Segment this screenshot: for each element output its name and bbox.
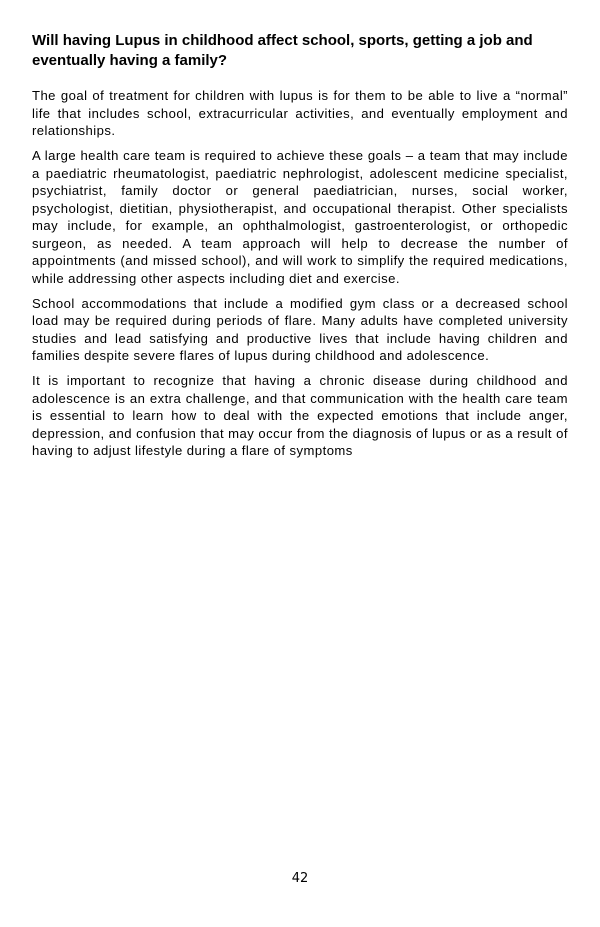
section-heading: Will having Lupus in childhood affect school, sports, getting a job and eventually having a family? [32,32,533,69]
paragraph-treatment-goal: The goal of treatment for children with lupus is for them to be able to live a “normal” life that includes school, extracurricular activities, and eventually employment and relationships. [32,88,568,138]
paragraph-health-care-team: A large health care team is required to achieve these goals – a team that may include a paediatric rheumatologist, paediatric nephrologist, adolescent medicine specialist, psychiatrist, family doctor or general paediatrician, nurses, social worker, psychologist, dietitian, physiotherapist, and occupational therapist. Other specialists may include, for example, an ophthalmologist, gastroenterologist, or orthopedic surgeon, as needed. A team approach will help to decrease the number of appointments (and missed school), and will work to simplify the required medications, while addressing other aspects including diet and exercise. [32,148,568,286]
document-body [32,31,568,467]
paragraph-school-accommodations: School accommodations that include a modified gym class or a decreased school load may be required during periods of flare. Many adults have completed university studies and lead satisfying and productive lives that include having children and families despite severe flares of lupus during childhood and adolescence. [32,295,568,363]
paragraph-chronic-disease-challenge: It is important to recognize that having a chronic disease during childhood and adolescence is an extra challenge, and that communication with the health care team is essential to learn how to deal with the expected emotions that include anger, depression, and confusion that may occur from the diagnosis of lupus or as a result of having to adjust lifestyle during a flare of symptoms [32,373,568,458]
page-number: 42 [291,871,309,886]
